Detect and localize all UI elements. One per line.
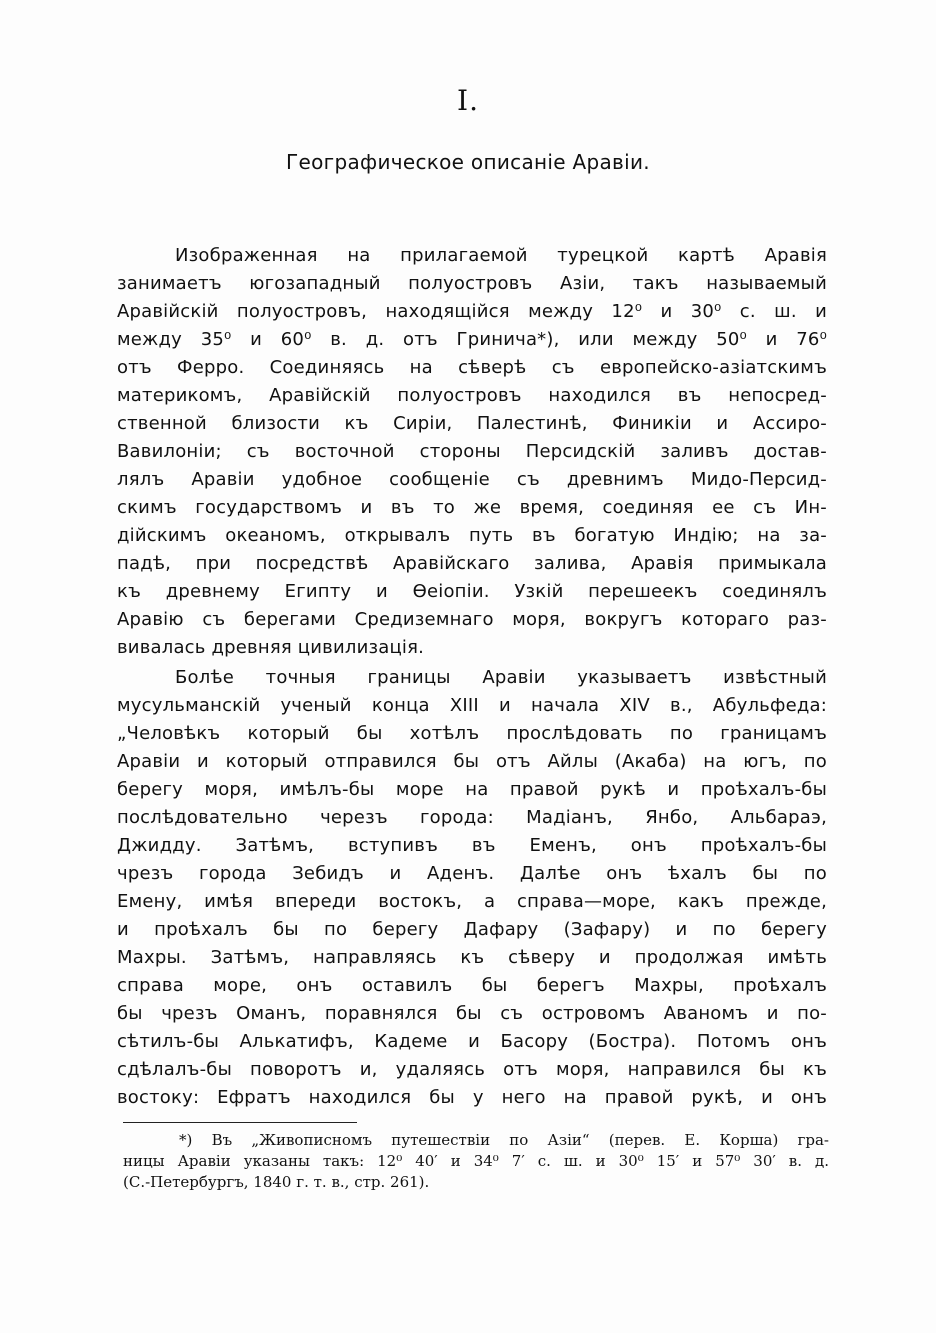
text-line: материкомъ, Аравійскій полуостровъ находился въ непосред- [117, 385, 827, 406]
text-line: между 35⁰ и 60⁰ в. д. отъ Гринича*), или между 50⁰ и 76⁰ [117, 329, 827, 350]
footnote-line: *) Въ „Живописномъ путешествіи по Азіи“ (перев. Е. Корша) гра- [179, 1131, 829, 1149]
text-line: Махры. Затѣмъ, направляясь къ сѣверу и продолжая имѣть [117, 947, 827, 968]
text-line: лялъ Аравіи удобное сообщеніе съ древнимъ Мидо-Персид- [117, 469, 827, 490]
text-line: Аравію съ берегами Средиземнаго моря, вокругъ котораго раз- [117, 609, 827, 630]
text-line: Болѣе точныя границы Аравіи указываетъ извѣстный [175, 667, 827, 688]
text-line: послѣдовательно черезъ города: Мадіанъ, Янбо, Альбараэ, [117, 807, 827, 828]
text-line: скимъ государствомъ и въ то же время, соединяя ее съ Ин- [117, 497, 827, 518]
footnote [123, 1130, 829, 1193]
text-line: Изображенная на прилагаемой турецкой картѣ Аравія [175, 245, 827, 266]
text-line: Джидду. Затѣмъ, вступивъ въ Еменъ, онъ проѣхалъ-бы [117, 835, 827, 856]
text-line: справа море, онъ оставилъ бы берегъ Махры, проѣхалъ [117, 975, 827, 996]
text-line: дійскимъ океаномъ, открывалъ путь въ богатую Индію; на за- [117, 525, 827, 546]
chapter-number: I. [457, 84, 479, 117]
text-line: сѣтилъ-бы Алькатифъ, Кадеме и Басору (Бостра). Потомъ онъ [117, 1031, 827, 1052]
text-line: Аравіи и который отправился бы отъ Айлы (Акаба) на югъ, по [117, 751, 827, 772]
text-line: падѣ, при посредствѣ Аравійскаго залива, Аравія примыкала [117, 553, 827, 574]
footnote-line: ницы Аравіи указаны такъ: 12⁰ 40′ и 34⁰ 7′ с. ш. и 30⁰ 15′ и 57⁰ 30′ в. д. [123, 1152, 829, 1170]
text-line: вивалась древняя цивилизація. [117, 637, 425, 658]
text-line: берегу моря, имѣлъ-бы море на правой рукѣ и проѣхалъ-бы [117, 779, 827, 800]
footnote-line: (С.-Петербургъ, 1840 г. т. в., стр. 261). [123, 1173, 430, 1191]
text-line: Вавилоніи; съ восточной стороны Персидскій заливъ достав- [117, 441, 827, 462]
text-line: ственной близости къ Сиріи, Палестинѣ, Финикіи и Ассиро- [117, 413, 827, 434]
paragraph-2 [117, 664, 827, 1112]
text-line: чрезъ города Зебидъ и Аденъ. Далѣе онъ ѣхалъ бы по [117, 863, 827, 884]
text-line: Аравійскій полуостровъ, находящійся между 12⁰ и 30⁰ с. ш. и [117, 301, 827, 322]
text-line: востоку: Ефратъ находился бы у него на правой рукѣ, и онъ [117, 1087, 827, 1108]
text-line: къ древнему Египту и Ѳеіопіи. Узкій перешеекъ соединялъ [117, 581, 827, 602]
text-line: Емену, имѣя впереди востокъ, а справа—море, какъ прежде, [117, 891, 827, 912]
chapter-title: Географическое описаніе Аравіи. [286, 150, 650, 174]
text-line: и проѣхалъ бы по берегу Дафару (Зафару) и по берегу [117, 919, 827, 940]
text-line: „Человѣкъ который бы хотѣлъ прослѣдовать по границамъ [117, 723, 827, 744]
text-line: занимаетъ югозападный полуостровъ Азіи, такъ называемый [117, 273, 827, 294]
footnote-divider [123, 1122, 357, 1123]
text-line: сдѣлалъ-бы поворотъ и, удаляясь отъ моря, направился бы къ [117, 1059, 827, 1080]
paragraph-1 [117, 242, 827, 662]
text-line: отъ Ферро. Соединяясь на сѣверѣ съ европейско-азіатскимъ [117, 357, 827, 378]
text-line: бы чрезъ Оманъ, поравнялся бы съ островомъ Аваномъ и по- [117, 1003, 827, 1024]
text-line: мусульманскій ученый конца XIII и начала XIV в., Абульфеда: [117, 695, 827, 716]
body-text [117, 242, 827, 1112]
